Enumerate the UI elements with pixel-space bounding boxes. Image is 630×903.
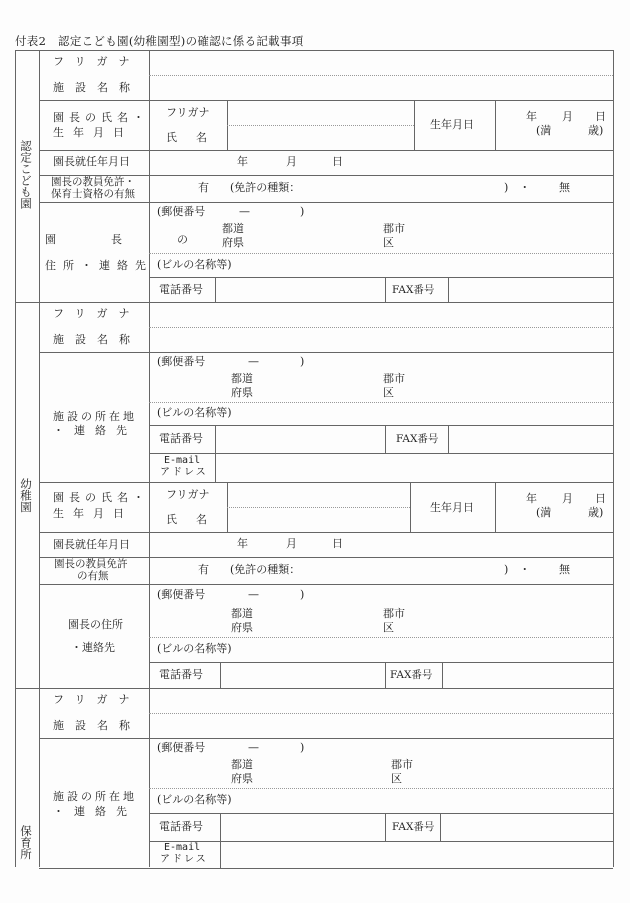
yes-option[interactable]: 有 [198, 563, 209, 576]
director-address-label-2: ・連絡先 [71, 641, 115, 654]
license-label-1: 園長の教員免許 [54, 558, 128, 570]
birthdate-label: 生年月日 [430, 501, 474, 514]
email-label-1: E-mail [164, 842, 201, 853]
kindergarten-email-field[interactable] [217, 455, 611, 481]
director-furigana-field[interactable] [229, 102, 413, 124]
director-dob-label: 生年月日 [53, 507, 133, 520]
facility-name-field[interactable] [151, 77, 611, 99]
fax-label: FAX番号 [392, 284, 435, 296]
facility-name-label: 施設名称 [53, 719, 141, 732]
yes-option[interactable]: 有 [198, 181, 209, 194]
director-fax-field[interactable] [450, 279, 611, 301]
furigana-sublabel: フリガナ [166, 106, 210, 119]
k-director-phone-field[interactable] [222, 664, 384, 687]
phone-label: 電話番号 [159, 283, 203, 296]
appointment-date-label: 園長就任年月日 [53, 538, 130, 551]
phone-label: 電話番号 [159, 820, 203, 833]
birthdate-label: 生年月日 [430, 118, 474, 131]
kindergarten-furigana-field[interactable] [151, 304, 611, 326]
facility-furigana-field[interactable] [151, 52, 611, 74]
k-director-address-field[interactable]: (郵便番号 — ) 都道 府県 郡市 区 [157, 588, 405, 634]
nursery-building-field[interactable]: (ビルの名称等) [157, 793, 232, 806]
kindergarten-fax-field[interactable] [450, 427, 611, 452]
furigana-label: フリガナ [53, 55, 141, 68]
page-title: 付表2 認定こども園(幼稚園型)の確認に係る記載事項 [15, 34, 304, 48]
facility-name-label: 施設名称 [53, 333, 141, 346]
kindergarten-name-field[interactable] [151, 329, 611, 351]
phone-label: 電話番号 [159, 668, 203, 681]
furigana-label: フリガナ [53, 693, 141, 706]
license-label-2: の有無 [77, 570, 109, 582]
director-name-label: 園長の氏名・ [53, 111, 149, 124]
nursery-name-field[interactable] [151, 715, 611, 737]
k-director-fax-field[interactable] [444, 664, 611, 687]
kindergarten-building-field[interactable]: (ビルの名称等) [157, 406, 232, 419]
nursery-email-field[interactable] [222, 843, 611, 867]
facility-location-label-2: ・連絡先 [53, 805, 137, 818]
director-address-field[interactable]: (郵便番号 — ) 都道 府県 郡市 区 [157, 205, 405, 249]
fax-label: FAX番号 [396, 433, 439, 445]
k-director-building-field[interactable]: (ビルの名称等) [157, 642, 232, 655]
kindergarten-address-field[interactable]: (郵便番号 — ) 都道 府県 郡市 区 [157, 355, 405, 399]
kindergarten-phone-field[interactable] [217, 427, 384, 452]
facility-location-label-1: 施設の所在地 [53, 410, 137, 423]
k-director-birthdate-field[interactable]: 年 月 日 (満 歳) [526, 492, 606, 519]
k-director-furigana-field[interactable] [229, 484, 409, 506]
section-label-kodomoen: 認定こども園 [19, 140, 33, 209]
k-director-name-field[interactable] [229, 509, 409, 531]
director-birthdate-field[interactable]: 年 月 日 (満 歳) [526, 110, 606, 137]
facility-name-label: 施設名称 [53, 81, 141, 94]
facility-location-label-2: ・連絡先 [53, 424, 137, 437]
license-field[interactable]: 有 (免許の種類： ) ・ 無 [198, 181, 570, 194]
section-label-hoikusho: 保育所 [19, 825, 33, 860]
fax-label: FAX番号 [390, 669, 433, 681]
director-address-label-1: 園長の住所 [68, 618, 123, 631]
nursery-address-field[interactable]: (郵便番号 — ) 都道 府県 郡市 区 [157, 741, 413, 785]
section-label-youchien: 幼稚園 [19, 478, 33, 513]
k-license-field[interactable]: 有 (免許の種類： ) ・ 無 [198, 563, 570, 576]
director-name-field[interactable] [229, 127, 413, 149]
furigana-label: フリガナ [53, 307, 141, 320]
email-label-1: E-mail [164, 455, 201, 466]
no-option[interactable]: 無 [559, 181, 570, 194]
nursery-fax-field[interactable] [442, 815, 611, 840]
name-sublabel: 氏 名 [166, 513, 211, 526]
director-phone-field[interactable] [217, 279, 384, 301]
director-building-field[interactable]: (ビルの名称等) [157, 258, 232, 271]
license-label-1: 園長の教員免許・ [51, 176, 135, 188]
appointment-date-field[interactable]: 年 月 日 [237, 155, 343, 168]
director-address-label-1: 園 長 の [45, 233, 199, 246]
fax-label: FAX番号 [392, 821, 435, 833]
email-label-2: アドレス [160, 854, 208, 865]
email-label-2: アドレス [160, 467, 208, 478]
facility-location-label-1: 施設の所在地 [53, 790, 137, 803]
no-option[interactable]: 無 [559, 563, 570, 576]
furigana-sublabel: フリガナ [166, 488, 210, 501]
director-dob-label: 生年月日 [53, 126, 133, 139]
director-address-label-2: 住所・連絡先 [45, 259, 153, 272]
appointment-date-label: 園長就任年月日 [53, 155, 130, 168]
director-name-label: 園長の氏名・ [53, 491, 149, 504]
k-appointment-date-field[interactable]: 年 月 日 [237, 537, 343, 550]
nursery-furigana-field[interactable] [151, 690, 611, 712]
license-label-2: 保育士資格の有無 [51, 188, 135, 200]
nursery-phone-field[interactable] [222, 815, 384, 840]
name-sublabel: 氏 名 [166, 131, 211, 144]
phone-label: 電話番号 [159, 432, 203, 445]
